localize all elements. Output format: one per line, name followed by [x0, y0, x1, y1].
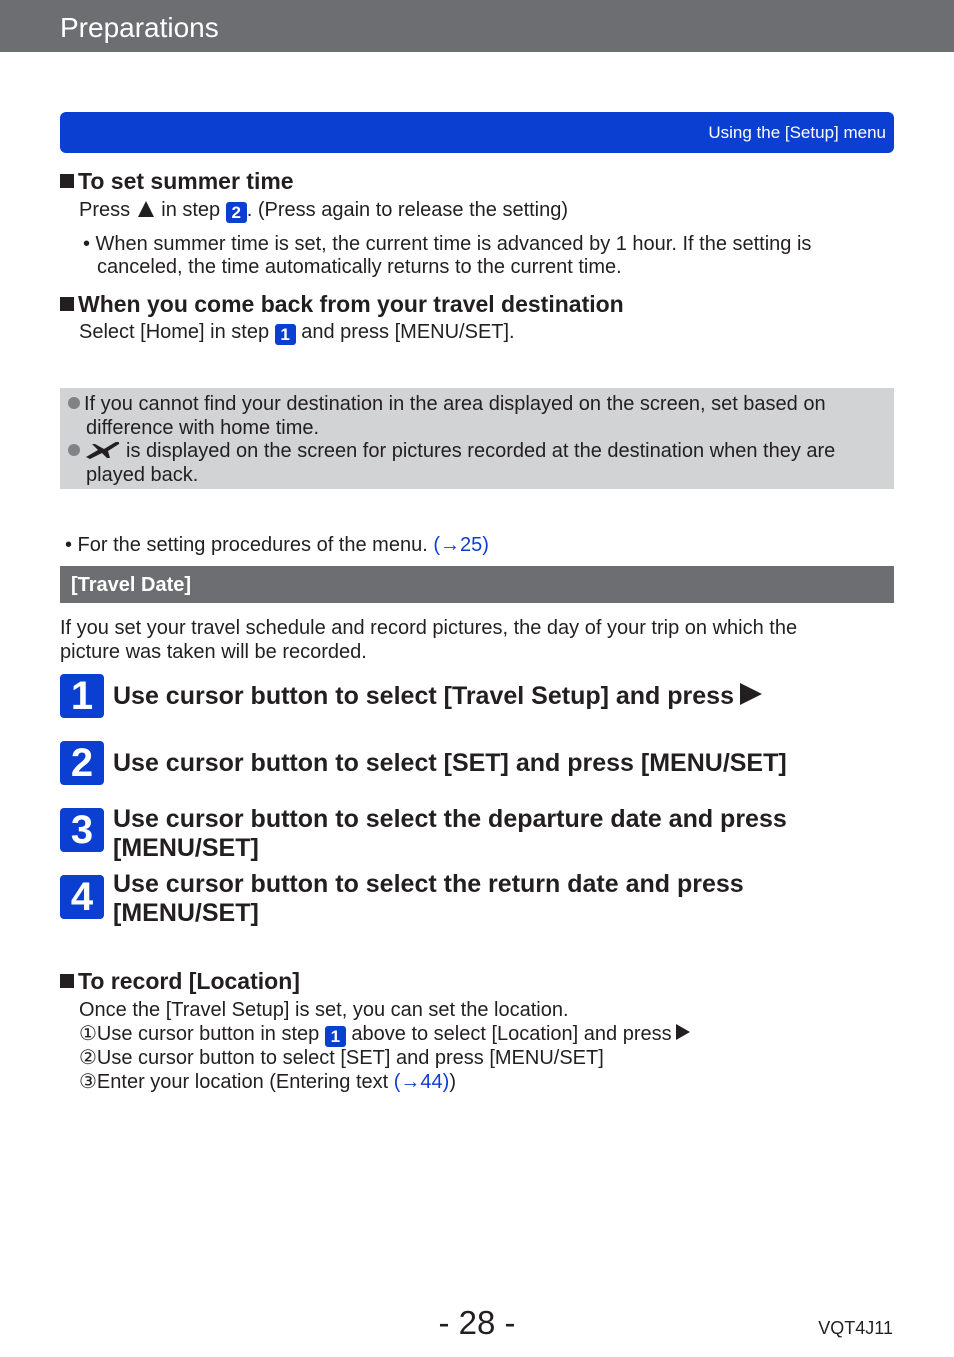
summer-time-heading: To set summer time: [60, 168, 294, 195]
step-1-number: 1: [60, 674, 104, 718]
cursor-up-icon: [138, 201, 154, 217]
summer-time-note-line1: • When summer time is set, the current time is advanced by 1 hour. If the setting is: [83, 233, 812, 255]
step-4-text-line2: [MENU/SET]: [113, 899, 259, 927]
step-ref-badge: 1: [325, 1026, 346, 1047]
travel-date-title: [Travel Date]: [71, 574, 192, 596]
note-line1: If you cannot find your destination in the area displayed on the screen, set based on: [68, 392, 826, 416]
location-item-2: ②Use cursor button to select [SET] and press [MENU/SET]: [79, 1047, 604, 1069]
round-bullet-icon: [68, 444, 80, 456]
airplane-icon: [84, 440, 122, 460]
step-ref-badge: 1: [275, 324, 296, 345]
come-back-instruction: Select [Home] in step 1 and press [MENU/SET].: [79, 321, 515, 344]
summer-time-instruction: Press in step 2 . (Press again to release the setting): [79, 199, 569, 222]
location-intro: Once the [Travel Setup] is set, you can set the location.: [79, 999, 569, 1021]
location-heading: To record [Location]: [60, 968, 300, 995]
round-bullet-icon: [68, 397, 80, 409]
summer-time-note-line2: canceled, the time automatically returns to the current time.: [97, 256, 622, 278]
menu-reference: • For the setting procedures of the menu. (→25): [65, 534, 489, 556]
step-4-number: 4: [60, 875, 104, 919]
step-3-text-line1: Use cursor button to select the departure date and press: [113, 805, 787, 833]
document-code: VQT4J11: [818, 1318, 893, 1338]
section-tab-label: Using the [Setup] menu: [708, 123, 886, 142]
square-bullet-icon: [60, 974, 74, 988]
section-tab: [60, 112, 894, 153]
step-4-text-line1: Use cursor button to select the return date and press: [113, 870, 744, 898]
page-link-44[interactable]: (→44): [393, 1071, 450, 1093]
header-bar: [0, 0, 954, 52]
step-2-text: Use cursor button to select [SET] and press [MENU/SET]: [113, 749, 787, 777]
cursor-right-icon: [676, 1024, 690, 1040]
step-ref-badge: 2: [226, 202, 247, 223]
note-line2: difference with home time.: [86, 417, 320, 439]
square-bullet-icon: [60, 174, 74, 188]
note-line3: is displayed on the screen for pictures recorded at the destination when they are: [68, 439, 835, 463]
step-3-text-line2: [MENU/SET]: [113, 834, 259, 862]
travel-date-intro-line1: If you set your travel schedule and record pictures, the day of your trip on which the: [60, 617, 798, 639]
travel-date-band: [60, 566, 894, 603]
note-line4: played back.: [86, 464, 199, 486]
page-number: - 28 -: [438, 1304, 516, 1341]
cursor-right-icon: [740, 683, 762, 705]
square-bullet-icon: [60, 297, 74, 311]
step-1-text: Use cursor button to select [Travel Setup] and press: [113, 682, 762, 711]
travel-date-intro-line2: picture was taken will be recorded.: [60, 641, 367, 663]
page-link-25[interactable]: (→25): [433, 534, 489, 556]
page-header-title: Preparations: [60, 12, 219, 43]
location-item-3: ③Enter your location (Entering text (→44)): [79, 1071, 457, 1093]
step-3-number: 3: [60, 808, 104, 852]
note-box: [60, 388, 894, 489]
step-2-number: 2: [60, 741, 104, 785]
location-item-1: ①Use cursor button in step 1 above to select [Location] and press: [79, 1022, 690, 1047]
come-back-heading: When you come back from your travel destination: [60, 291, 624, 318]
